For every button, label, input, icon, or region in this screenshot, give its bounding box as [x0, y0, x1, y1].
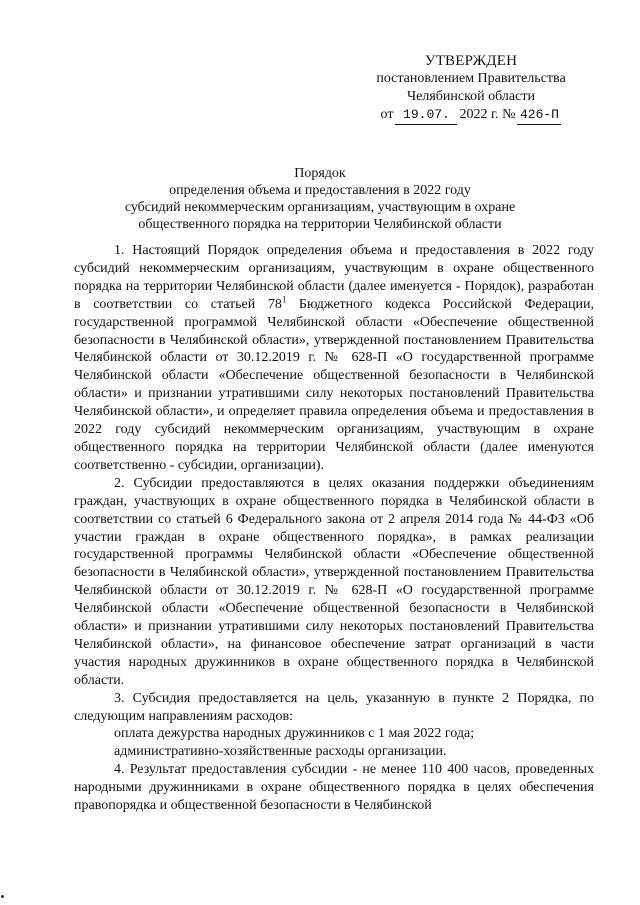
- paragraph-1-part-b: Бюджетного кодекса Российской Федерации, государственной программой Челябинской области «Обеспечение общественной безопасности в Челябинской области», утвержденной постановлением Правительства Челябинской области от 30.12.2019 г. № 628-П «О государственной программе Челябинской области «Обеспечение общественной безопасности в Челябинской области» и признании утратившими силу некоторых постановлений Правительства Челябинской области», и определяет правила определения объема и предоставления в 2022 году субсидий некоммерческим организациям, участвующим в охране общественного порядка на территории Челябинской области (далее именуются соответственно - субсидии, организации).: [74, 296, 594, 473]
- paragraph-3: 3. Субсидия предоставляется на цель, указанную в пункте 2 Порядка, по следующим направлениям расходов:: [74, 690, 594, 724]
- approval-stamp: УТВЕРЖДЕН: [424, 53, 518, 69]
- approval-block: [356, 52, 586, 125]
- paragraph-4: 4. Результат предоставления субсидии - не менее 110 400 часов, проведенных народными дружинниками в охране общественного порядка в целях обеспечения правопорядка и общественной безопасности в Челябинской: [74, 762, 594, 814]
- document-subtitle-line-3: общественного порядка на территории Челябинской области: [138, 217, 502, 232]
- document-body: [74, 242, 594, 815]
- approval-date: 19.07.: [395, 106, 457, 125]
- paragraph-1-part-a: 1. Настоящий Порядок определения объема и предоставления в 2022 году субсидий некоммерческим организациям, участвующим в охране общественного порядка на территории Челябинской области (далее именуется - Порядок), разработан в соответствии со статьей 78: [74, 243, 594, 312]
- document-subtitle-line-1: определения объема и предоставления в 2022 году: [169, 183, 471, 198]
- document-title: Порядок: [294, 166, 346, 181]
- paragraph-3-item-1: оплата дежурства народных дружинников с 1 мая 2022 года;: [114, 726, 475, 742]
- paragraph-2: 2. Субсидии предоставляются в целях оказания поддержки объединениям граждан, участвующих в охране общественного порядка в Челябинской области в соответствии со статьей 6 Федерального закона от 2 апреля 2014 года № 44-ФЗ «Об участии граждан в охране общественного порядка», в рамках реализации государственной программы Челябинской области «Обеспечение общественной безопасности в Челябинской области», утвержденной постановлением Правительства Челябинской области от 30.12.2019 г. № 628-П «О государственной программе Челябинской области «Обеспечение общественной безопасности в Челябинской области» и признании утратившими силу некоторых постановлений Правительства Челябинской области», на финансовое обеспечение затрат организаций в части участия народных дружинников в охране общественного порядка в Челябинской области.: [74, 475, 594, 688]
- paragraph-3-item-2: административно-хозяйственные расходы организации.: [114, 744, 447, 760]
- document-subtitle-line-2: субсидий некоммерческим организациям, участвующим в охране: [124, 200, 516, 215]
- approval-line-2: Челябинской области: [407, 89, 535, 104]
- approval-dateline: [356, 106, 586, 125]
- paragraph-1: [74, 242, 594, 475]
- approval-line-1: постановлением Правительства: [376, 71, 566, 86]
- article-superscript: 1: [281, 294, 287, 305]
- document-heading: [110, 165, 530, 233]
- scan-mark: [1, 895, 4, 898]
- approval-number: 426-П: [517, 106, 561, 125]
- approval-year-text: 2022 г. №: [459, 107, 516, 122]
- approval-from-label: от: [380, 107, 394, 122]
